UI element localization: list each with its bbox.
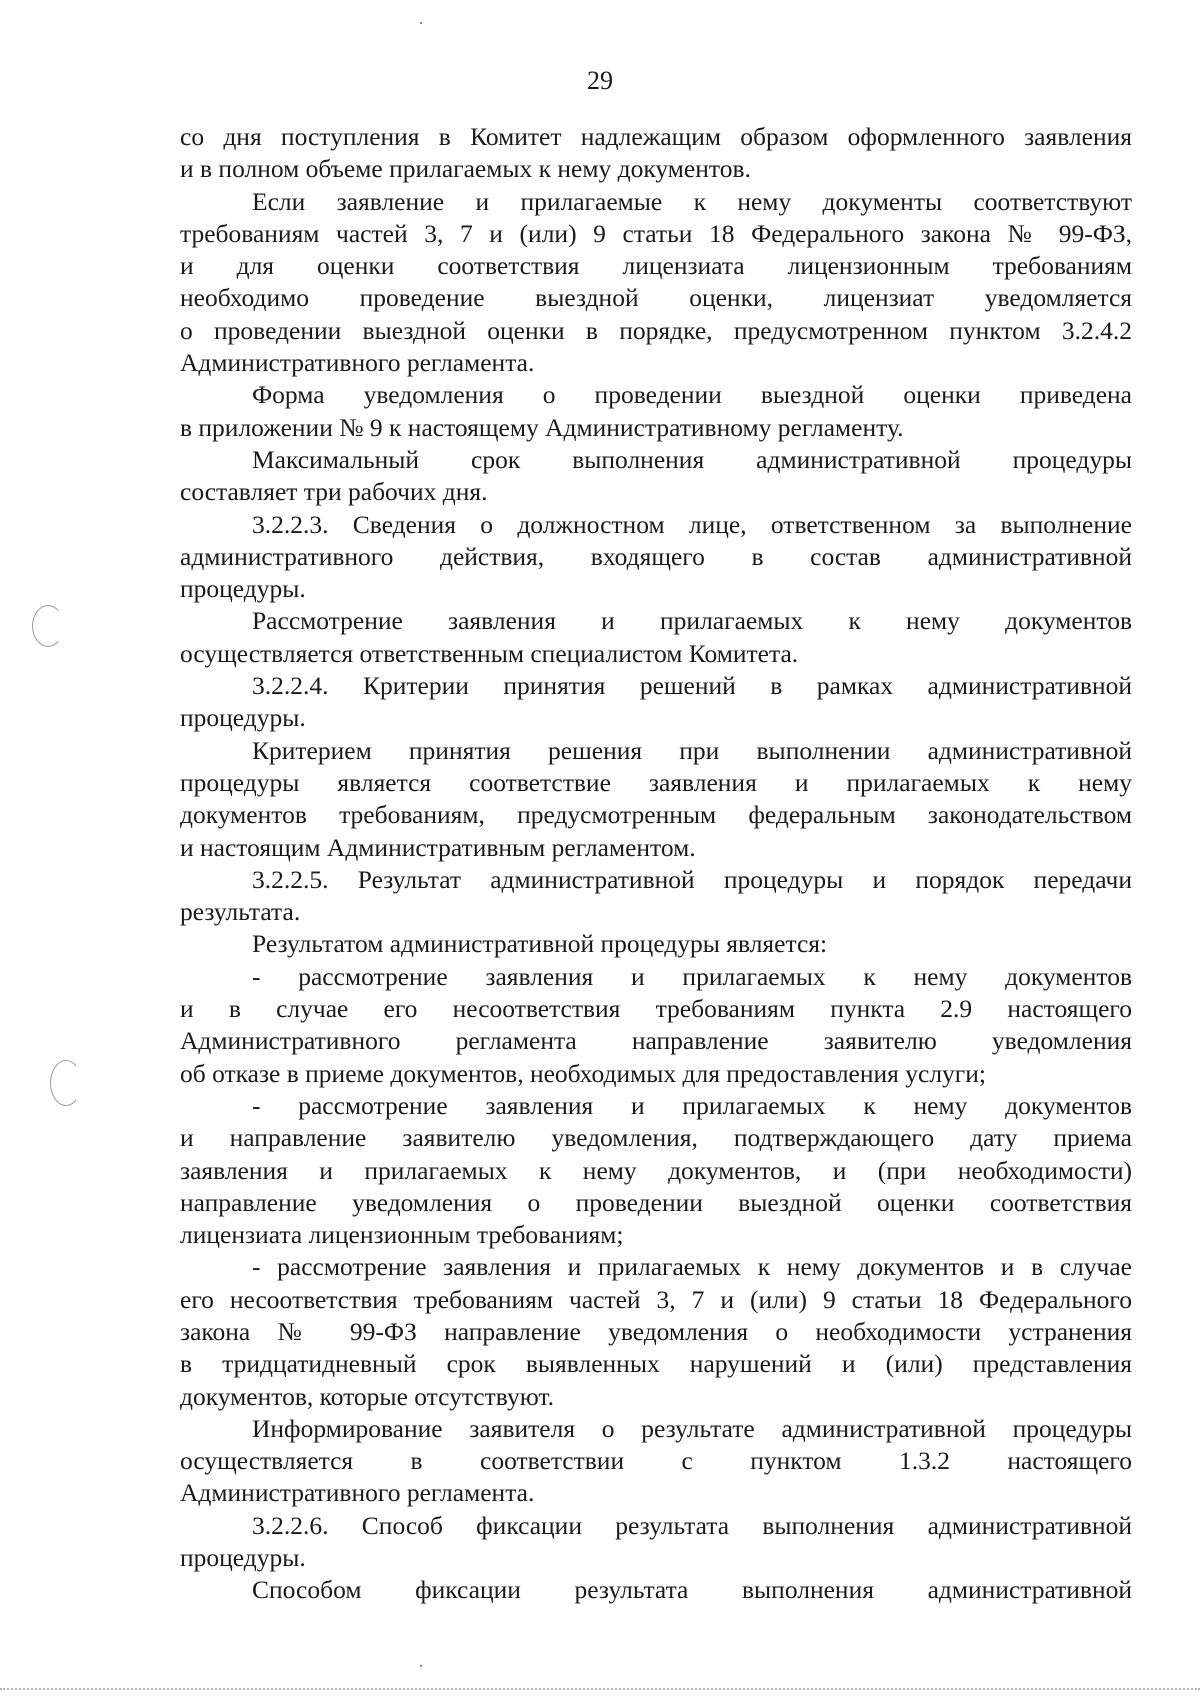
text-line: Административного регламента направление заявителю уведомления <box>180 1026 1132 1056</box>
text-line: Результатом административной процедуры является: <box>252 929 828 959</box>
text-line: и настоящим Административным регламентом. <box>180 832 696 862</box>
text-line: Информирование заявителя о результате административной процедуры <box>252 1413 1132 1443</box>
document-body <box>180 121 1132 1607</box>
text-line: и в случае его несоответствия требованиям пункта 2.9 настоящего <box>180 994 1132 1024</box>
text-line: документов требованиям, предусмотренным федеральным законодательством <box>180 800 1132 830</box>
text-line: документов, которые отсутствуют. <box>180 1381 555 1411</box>
text-line: процедуры является соответствие заявления и прилагаемых к нему <box>180 767 1132 797</box>
text-line: закона № 99-ФЗ направление уведомления о необходимости устранения <box>180 1316 1132 1346</box>
punch-hole-mark <box>50 1060 82 1106</box>
text-line: административного действия, входящего в состав административной <box>180 541 1132 571</box>
text-line: - рассмотрение заявления и прилагаемых к нему документов <box>252 961 1132 991</box>
text-line: Способом фиксации результата выполнения административной <box>252 1575 1132 1605</box>
text-line: лицензиата лицензионным требованиям; <box>180 1220 624 1250</box>
text-line: - рассмотрение заявления и прилагаемых к нему документов <box>252 1090 1132 1120</box>
text-line: в приложении № 9 к настоящему Административному регламенту. <box>180 412 904 442</box>
punch-hole-mark <box>32 605 64 647</box>
text-line: направление уведомления о проведении выездной оценки соответствия <box>180 1187 1132 1217</box>
text-line: в тридцатидневный срок выявленных нарушений и (или) представления <box>180 1349 1132 1379</box>
text-line: о проведении выездной оценки в порядке, предусмотренном пунктом 3.2.4.2 <box>180 315 1132 345</box>
text-line: 3.2.2.4. Критерии принятия решений в рамках административной <box>252 671 1132 701</box>
scan-dot <box>420 22 422 24</box>
text-line: результата. <box>180 897 301 927</box>
text-line: Рассмотрение заявления и прилагаемых к нему документов <box>252 606 1132 636</box>
text-line: требованиям частей 3, 7 и (или) 9 статьи 18 Федерального закона № 99-ФЗ, <box>180 218 1132 248</box>
text-line: Если заявление и прилагаемые к нему документы соответствуют <box>252 186 1132 216</box>
text-line: 3.2.2.3. Сведения о должностном лице, ответственном за выполнение <box>252 509 1132 539</box>
text-line: процедуры. <box>180 574 306 604</box>
scan-dot <box>420 1665 422 1667</box>
text-line: Административного регламента. <box>180 1478 535 1508</box>
page-number: 29 <box>587 66 613 95</box>
text-line: составляет три рабочих дня. <box>180 477 488 507</box>
text-line: и в полном объеме прилагаемых к нему документов. <box>180 154 751 184</box>
text-line: осуществляется ответственным специалистом Комитета. <box>180 638 799 668</box>
text-line: процедуры. <box>180 703 306 733</box>
text-line: Критерием принятия решения при выполнении административной <box>252 735 1132 765</box>
text-line: 3.2.2.5. Результат административной процедуры и порядок передачи <box>252 864 1132 894</box>
text-line: 3.2.2.6. Способ фиксации результата выполнения административной <box>252 1510 1132 1540</box>
text-line: необходимо проведение выездной оценки, лицензиат уведомляется <box>180 283 1132 313</box>
text-line: и для оценки соответствия лицензиата лицензионным требованиям <box>180 251 1132 281</box>
text-line: со дня поступления в Комитет надлежащим образом оформленного заявления <box>180 122 1132 151</box>
text-line: и направление заявителю уведомления, подтверждающего дату приема <box>180 1123 1132 1153</box>
scan-edge <box>0 1688 1200 1690</box>
text-line: его несоответствия требованиям частей 3, 7 и (или) 9 статьи 18 Федерального <box>180 1284 1132 1314</box>
text-line: заявления и прилагаемых к нему документов, и (при необходимости) <box>180 1155 1132 1185</box>
text-line: процедуры. <box>180 1543 306 1573</box>
text-line: об отказе в приеме документов, необходимых для предоставления услуги; <box>180 1058 987 1088</box>
text-line: Форма уведомления о проведении выездной оценки приведена <box>252 380 1132 410</box>
text-line: осуществляется в соответствии с пунктом 1.3.2 настоящего <box>180 1446 1132 1476</box>
text-line: Административного регламента. <box>180 348 535 378</box>
text-line: - рассмотрение заявления и прилагаемых к нему документов и в случае <box>252 1252 1132 1282</box>
text-line: Максимальный срок выполнения административной процедуры <box>252 444 1132 474</box>
